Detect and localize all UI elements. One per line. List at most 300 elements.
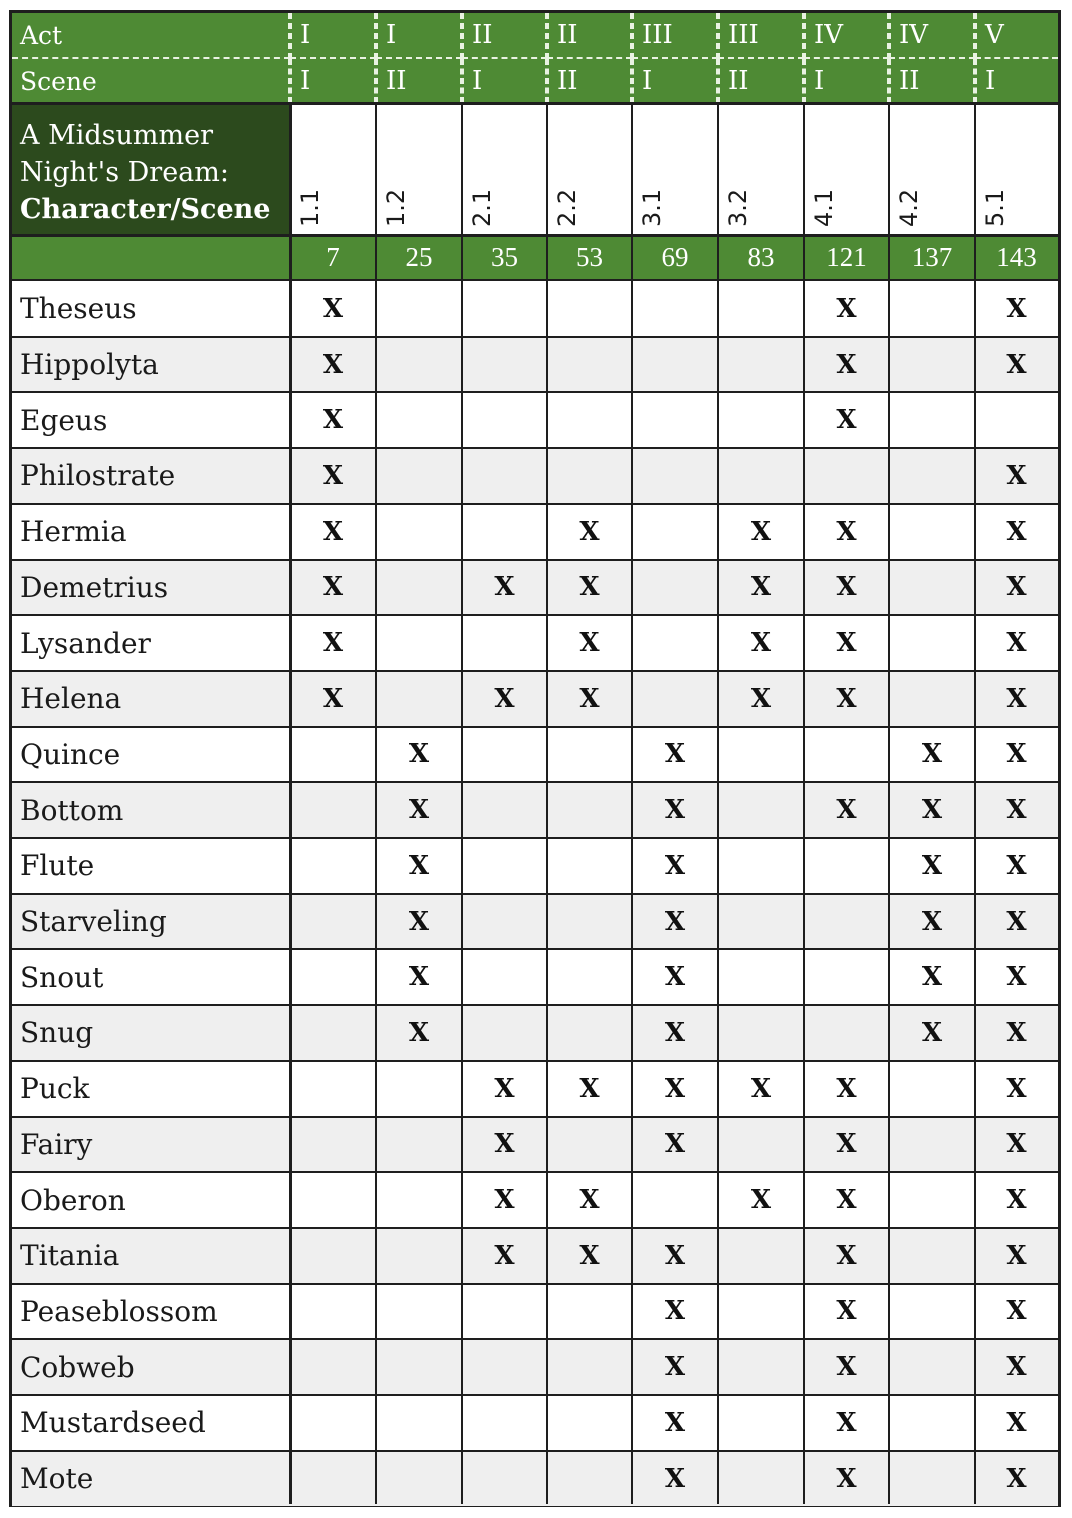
empty-cell [804, 727, 889, 783]
appearance-mark: X [494, 1240, 515, 1271]
empty-cell [889, 1451, 975, 1507]
appearance-mark: X [664, 906, 686, 937]
empty-cell [718, 1005, 804, 1061]
scene-label: 4.2 [895, 188, 923, 227]
appearance-mark: X [836, 1296, 857, 1327]
appearance-mark: X [836, 1240, 857, 1271]
empty-cell [290, 1339, 376, 1395]
empty-cell [889, 281, 975, 337]
appearance-mark: X [836, 683, 857, 714]
appearance-mark: X [579, 628, 600, 659]
appearance-mark: X [1006, 1017, 1027, 1048]
empty-cell [718, 838, 804, 894]
scene-label: 3.2 [724, 188, 752, 227]
appearance-mark: X [664, 1240, 686, 1271]
appearance-mark: X [1006, 739, 1027, 770]
empty-cell [290, 1117, 376, 1173]
line-number-blank [12, 235, 290, 279]
empty-cell [462, 1284, 547, 1340]
empty-cell [376, 337, 462, 393]
row-divider [12, 670, 1058, 672]
appearance-mark: X [836, 293, 857, 324]
empty-cell [889, 560, 975, 616]
act-cell: III [632, 13, 718, 59]
empty-cell [632, 281, 718, 337]
empty-cell [718, 1451, 804, 1507]
scene-cell: I [632, 59, 718, 103]
appearance-mark: X [408, 850, 430, 881]
empty-cell [462, 1339, 547, 1395]
row-divider [12, 1394, 1058, 1396]
appearance-mark: X [1006, 850, 1027, 881]
appearance-mark: X [322, 516, 344, 547]
appearance-mark: X [1006, 906, 1027, 937]
appearance-mark: X [664, 850, 686, 881]
empty-cell [547, 1395, 632, 1451]
appearance-mark: X [322, 405, 344, 436]
appearance-mark: X [1006, 1352, 1027, 1383]
appearance-mark: X [1006, 1240, 1027, 1271]
empty-cell [462, 727, 547, 783]
scene-cell: II [547, 59, 632, 103]
appearance-mark: X [836, 795, 857, 826]
empty-cell [376, 448, 462, 504]
appearance-mark: X [1006, 1129, 1027, 1160]
character-name: Flute [20, 849, 95, 883]
act-header-label: Act [12, 13, 290, 59]
scene-cell: II [889, 59, 975, 103]
appearance-mark: X [664, 739, 686, 770]
appearance-mark: X [322, 572, 344, 603]
appearance-mark: X [1006, 683, 1027, 714]
act-cell: IV [804, 13, 889, 59]
empty-cell [889, 1172, 975, 1228]
column-divider [546, 103, 548, 1504]
empty-cell [975, 392, 1058, 448]
empty-cell [889, 671, 975, 727]
scene-label: 2.1 [468, 188, 496, 227]
empty-cell [462, 782, 547, 838]
empty-cell [462, 615, 547, 671]
empty-cell [889, 1061, 975, 1117]
appearance-mark: X [921, 739, 943, 770]
appearance-mark: X [664, 1017, 686, 1048]
appearance-mark: X [579, 516, 600, 547]
character-name: Mote [20, 1462, 94, 1496]
empty-cell [462, 392, 547, 448]
appearance-mark: X [322, 460, 344, 491]
empty-cell [718, 1117, 804, 1173]
row-divider [12, 1450, 1058, 1452]
empty-cell [718, 392, 804, 448]
empty-cell [547, 392, 632, 448]
column-divider [974, 103, 976, 1504]
empty-cell [889, 337, 975, 393]
appearance-mark: X [921, 850, 943, 881]
character-name: Cobweb [20, 1350, 135, 1384]
scene-header-label: Scene [12, 59, 290, 103]
empty-cell [462, 448, 547, 504]
column-divider [888, 103, 890, 1504]
table-title [12, 105, 290, 235]
scene-label-cell [376, 105, 462, 235]
empty-cell [632, 1172, 718, 1228]
scene-label-cell [889, 105, 975, 235]
empty-cell [290, 1061, 376, 1117]
empty-cell [290, 949, 376, 1005]
scene-label-cell [718, 105, 804, 235]
empty-cell [376, 1117, 462, 1173]
empty-cell [804, 894, 889, 950]
character-name: Snug [20, 1016, 94, 1050]
appearance-mark: X [1006, 1296, 1027, 1327]
appearance-mark: X [408, 906, 430, 937]
empty-cell [718, 1339, 804, 1395]
appearance-mark: X [664, 1352, 686, 1383]
appearance-mark: X [750, 572, 772, 603]
character-name: Helena [20, 682, 122, 716]
row-divider [12, 1338, 1058, 1340]
empty-cell [462, 504, 547, 560]
empty-cell [376, 281, 462, 337]
character-name: Theseus [20, 292, 137, 326]
line-number: 7 [290, 235, 376, 279]
appearance-mark: X [322, 683, 344, 714]
appearance-mark: X [836, 516, 857, 547]
act-cell: V [975, 13, 1058, 59]
empty-cell [718, 949, 804, 1005]
character-name: Oberon [20, 1183, 126, 1217]
appearance-mark: X [494, 683, 515, 714]
line-number: 69 [632, 235, 718, 279]
empty-cell [462, 949, 547, 1005]
empty-cell [718, 727, 804, 783]
appearance-mark: X [836, 628, 857, 659]
scene-label-cell [290, 105, 376, 235]
character-name: Bottom [20, 793, 124, 827]
empty-cell [804, 448, 889, 504]
appearance-mark: X [750, 1185, 772, 1216]
appearance-mark: X [494, 1185, 515, 1216]
column-divider [803, 103, 805, 1504]
appearance-mark: X [579, 572, 600, 603]
empty-cell [632, 504, 718, 560]
line-number: 25 [376, 235, 462, 279]
appearance-mark: X [664, 962, 686, 993]
row-divider [12, 1116, 1058, 1118]
row-divider [12, 726, 1058, 728]
empty-cell [547, 448, 632, 504]
scene-label: 1.1 [296, 188, 324, 227]
appearance-mark: X [579, 1185, 600, 1216]
empty-cell [290, 894, 376, 950]
character-name: Fairy [20, 1127, 93, 1161]
empty-cell [376, 1061, 462, 1117]
appearance-mark: X [836, 1185, 857, 1216]
appearance-mark: X [408, 739, 430, 770]
empty-cell [376, 392, 462, 448]
empty-cell [718, 1228, 804, 1284]
empty-cell [632, 448, 718, 504]
row-divider [12, 234, 1058, 237]
empty-cell [547, 949, 632, 1005]
appearance-mark: X [1006, 962, 1027, 993]
row-divider [12, 1171, 1058, 1173]
row-divider [12, 948, 1058, 950]
appearance-mark: X [664, 1407, 686, 1438]
character-name: Quince [20, 737, 121, 771]
row-divider [12, 1004, 1058, 1006]
empty-cell [547, 1284, 632, 1340]
empty-cell [547, 1005, 632, 1061]
act-cell: III [718, 13, 804, 59]
line-number: 121 [804, 235, 889, 279]
line-number: 53 [547, 235, 632, 279]
appearance-mark: X [1006, 1463, 1027, 1494]
appearance-mark: X [408, 795, 430, 826]
appearance-mark: X [836, 1073, 857, 1104]
character-name: Starveling [20, 905, 167, 939]
empty-cell [718, 281, 804, 337]
row-divider [12, 614, 1058, 616]
appearance-mark: X [836, 349, 857, 380]
empty-cell [462, 838, 547, 894]
title-line-1: A Midsummer [20, 120, 213, 151]
appearance-mark: X [1006, 1073, 1027, 1104]
appearance-mark: X [1006, 516, 1027, 547]
appearance-mark: X [1006, 293, 1027, 324]
character-name: Demetrius [20, 570, 169, 604]
appearance-mark: X [579, 1240, 600, 1271]
appearance-mark: X [322, 628, 344, 659]
appearance-mark: X [1006, 795, 1027, 826]
character-name: Philostrate [20, 459, 176, 493]
empty-cell [547, 838, 632, 894]
character-name: Snout [20, 960, 104, 994]
row-divider [12, 1227, 1058, 1229]
empty-cell [290, 1228, 376, 1284]
empty-cell [462, 281, 547, 337]
appearance-mark: X [664, 1073, 686, 1104]
appearance-mark: X [921, 795, 943, 826]
scene-label: 5.1 [981, 188, 1009, 227]
empty-cell [889, 392, 975, 448]
empty-cell [889, 1339, 975, 1395]
empty-cell [889, 504, 975, 560]
appearance-mark: X [579, 1073, 600, 1104]
line-number: 137 [889, 235, 975, 279]
empty-cell [547, 1451, 632, 1507]
empty-cell [632, 671, 718, 727]
empty-cell [547, 782, 632, 838]
empty-cell [632, 392, 718, 448]
column-divider [289, 103, 292, 1504]
appearance-mark: X [921, 962, 943, 993]
character-name: Lysander [20, 626, 151, 660]
row-divider [12, 837, 1058, 839]
scene-cell: I [290, 59, 376, 103]
empty-cell [547, 1339, 632, 1395]
empty-cell [718, 337, 804, 393]
appearance-mark: X [664, 1296, 686, 1327]
empty-cell [290, 1451, 376, 1507]
appearance-mark: X [1006, 1407, 1027, 1438]
character-name: Puck [20, 1072, 90, 1106]
title-line-2: Night's Dream: [20, 157, 229, 188]
appearance-mark: X [836, 1463, 857, 1494]
empty-cell [290, 1172, 376, 1228]
appearance-mark: X [1006, 572, 1027, 603]
appearance-mark: X [750, 1073, 772, 1104]
empty-cell [889, 1395, 975, 1451]
line-number: 143 [975, 235, 1058, 279]
empty-cell [462, 1395, 547, 1451]
empty-cell [547, 281, 632, 337]
appearance-mark: X [921, 1017, 943, 1048]
empty-cell [718, 1395, 804, 1451]
appearance-mark: X [322, 293, 344, 324]
empty-cell [290, 727, 376, 783]
scene-cell: II [718, 59, 804, 103]
character-name: Titania [20, 1239, 120, 1273]
row-divider [12, 1283, 1058, 1285]
empty-cell [290, 1284, 376, 1340]
empty-cell [632, 337, 718, 393]
appearance-mark: X [750, 516, 772, 547]
empty-cell [376, 1339, 462, 1395]
scene-cell: I [975, 59, 1058, 103]
act-cell: I [290, 13, 376, 59]
empty-cell [889, 1117, 975, 1173]
row-divider [12, 447, 1058, 449]
character-name: Egeus [20, 403, 108, 437]
appearance-mark: X [494, 1073, 515, 1104]
line-number: 83 [718, 235, 804, 279]
appearance-mark: X [750, 628, 772, 659]
scene-cell: II [376, 59, 462, 103]
empty-cell [376, 1395, 462, 1451]
row-divider [12, 503, 1058, 505]
empty-cell [718, 894, 804, 950]
empty-cell [462, 1005, 547, 1061]
scene-label: 3.1 [638, 188, 666, 227]
appearance-mark: X [664, 1129, 686, 1160]
appearance-mark: X [408, 1017, 430, 1048]
empty-cell [376, 1172, 462, 1228]
scene-label-cell [804, 105, 889, 235]
act-cell: II [547, 13, 632, 59]
character-name: Peaseblossom [20, 1294, 218, 1328]
empty-cell [547, 727, 632, 783]
empty-cell [889, 448, 975, 504]
empty-cell [632, 615, 718, 671]
title-bold-line: Character/Scene [20, 194, 271, 225]
appearance-mark: X [1006, 628, 1027, 659]
act-cell: II [462, 13, 547, 59]
empty-cell [632, 560, 718, 616]
empty-cell [804, 1005, 889, 1061]
appearance-mark: X [408, 962, 430, 993]
row-divider [12, 391, 1058, 393]
column-divider [375, 103, 377, 1504]
character-name: Mustardseed [20, 1406, 206, 1440]
empty-cell [462, 337, 547, 393]
empty-cell [547, 894, 632, 950]
empty-cell [290, 782, 376, 838]
act-cell: IV [889, 13, 975, 59]
empty-cell [376, 1284, 462, 1340]
row-divider [12, 893, 1058, 895]
empty-cell [376, 1228, 462, 1284]
appearance-mark: X [836, 405, 857, 436]
appearance-mark: X [664, 795, 686, 826]
empty-cell [547, 1117, 632, 1173]
empty-cell [376, 560, 462, 616]
appearance-mark: X [664, 1463, 686, 1494]
empty-cell [718, 1284, 804, 1340]
empty-cell [889, 1284, 975, 1340]
scene-label-cell [632, 105, 718, 235]
empty-cell [718, 448, 804, 504]
row-divider [12, 559, 1058, 561]
scene-cell: I [462, 59, 547, 103]
character-scene-table [9, 10, 1061, 1507]
scene-cell: I [804, 59, 889, 103]
empty-cell [290, 838, 376, 894]
appearance-mark: X [1006, 1185, 1027, 1216]
appearance-mark: X [921, 906, 943, 937]
column-divider [461, 103, 463, 1504]
column-divider [631, 103, 633, 1504]
appearance-mark: X [494, 1129, 515, 1160]
empty-cell [462, 1451, 547, 1507]
empty-cell [290, 1395, 376, 1451]
appearance-mark: X [750, 683, 772, 714]
appearance-mark: X [1006, 460, 1027, 491]
row-divider [12, 781, 1058, 783]
empty-cell [376, 671, 462, 727]
character-name: Hippolyta [20, 348, 159, 382]
appearance-mark: X [1006, 349, 1027, 380]
row-divider [12, 1060, 1058, 1062]
act-cell: I [376, 13, 462, 59]
empty-cell [804, 838, 889, 894]
appearance-mark: X [836, 1407, 857, 1438]
empty-cell [290, 1005, 376, 1061]
empty-cell [889, 1228, 975, 1284]
empty-cell [889, 615, 975, 671]
appearance-mark: X [322, 349, 344, 380]
scene-label-cell [975, 105, 1058, 235]
empty-cell [804, 949, 889, 1005]
scene-label: 1.2 [382, 188, 410, 227]
scene-label: 2.2 [553, 188, 581, 227]
appearance-mark: X [836, 1129, 857, 1160]
row-divider [12, 336, 1058, 338]
appearance-mark: X [836, 572, 857, 603]
empty-cell [462, 894, 547, 950]
empty-cell [376, 1451, 462, 1507]
column-divider [717, 103, 719, 1504]
empty-cell [547, 337, 632, 393]
scene-label-cell [547, 105, 632, 235]
scene-label: 4.1 [810, 188, 838, 227]
appearance-mark: X [579, 683, 600, 714]
line-number: 35 [462, 235, 547, 279]
empty-cell [376, 615, 462, 671]
empty-cell [718, 782, 804, 838]
empty-cell [376, 504, 462, 560]
